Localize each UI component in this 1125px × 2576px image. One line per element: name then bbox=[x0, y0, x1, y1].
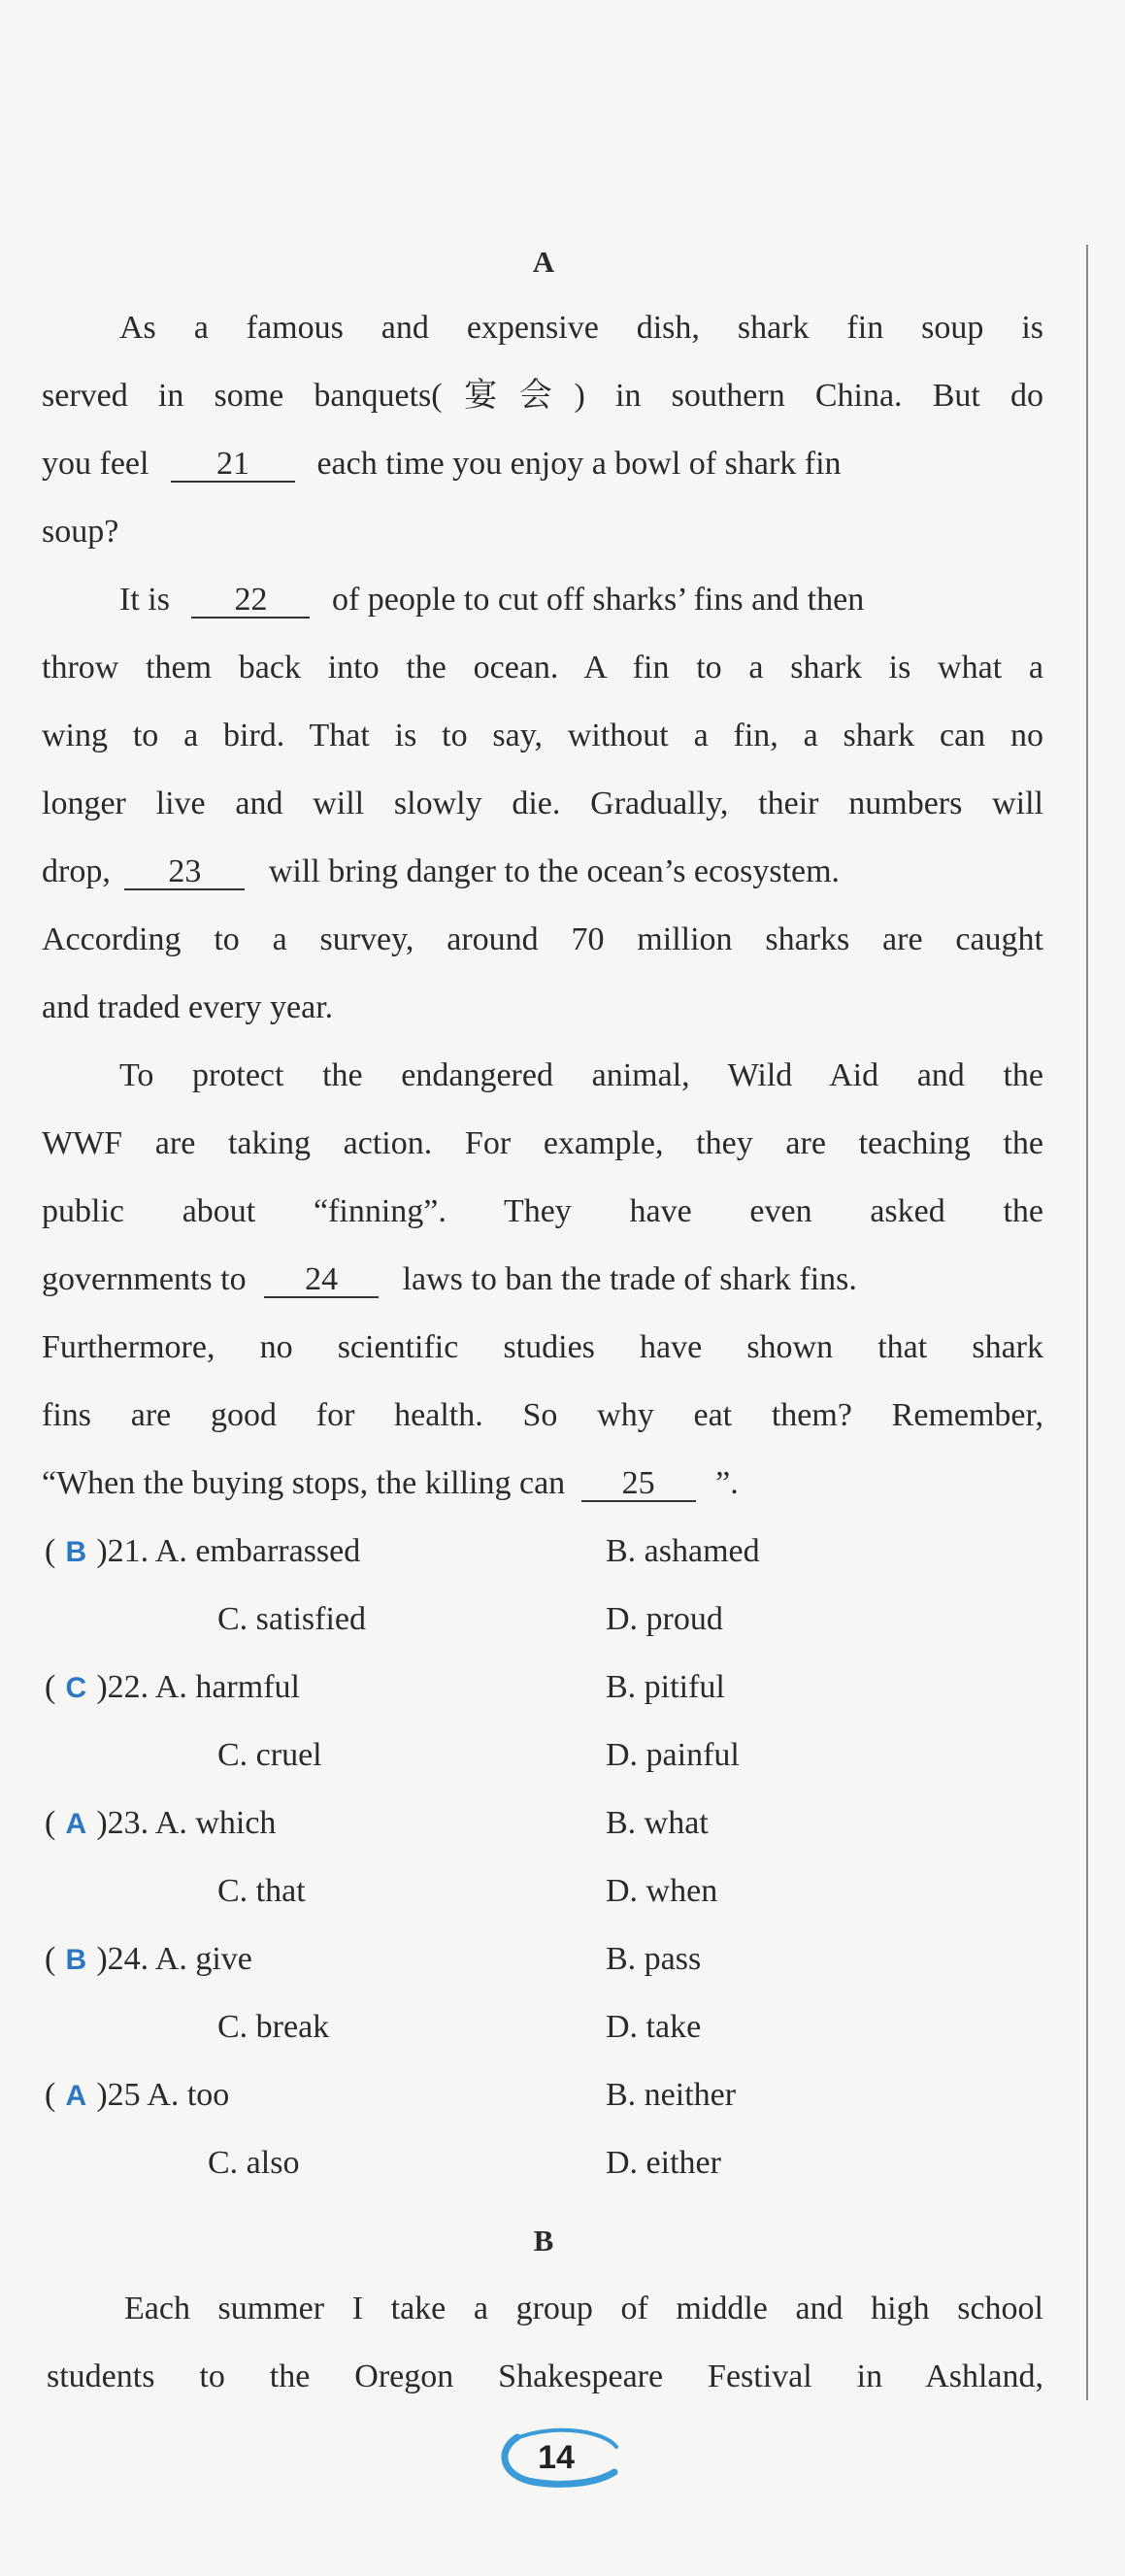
answer-21: B bbox=[65, 1536, 87, 1568]
passage-line: public about “finning”. They have even asked the bbox=[42, 1193, 1043, 1229]
option-b: B. what bbox=[606, 1805, 709, 1841]
text-before-blank: “When the buying stops, the killing can bbox=[42, 1465, 566, 1501]
section-a-title: A bbox=[532, 245, 555, 279]
passage-line: longer live and will slowly die. Gradually, their numbers will bbox=[42, 786, 1043, 821]
text-before-blank: drop, bbox=[42, 853, 111, 889]
question-25: ( A )25 A. too bbox=[45, 2076, 229, 2116]
passage-line-with-blank bbox=[42, 1260, 1043, 1299]
option-a: )23. A. which bbox=[96, 1805, 277, 1841]
text-after-blank: of people to cut off sharks’ fins and then bbox=[331, 582, 865, 618]
option-d: D. painful bbox=[606, 1737, 740, 1773]
margin-rule bbox=[1086, 245, 1088, 2400]
option-d: D. proud bbox=[606, 1601, 723, 1637]
passage-line: and traded every year. bbox=[42, 989, 334, 1025]
passage-line: According to a survey, around 70 million sharks are caught bbox=[42, 921, 1043, 957]
option-a: )22. A. harmful bbox=[96, 1669, 300, 1705]
answer-25: A bbox=[65, 2080, 87, 2112]
passage-line-with-blank bbox=[42, 445, 1043, 484]
passage-line-with-blank bbox=[42, 1464, 1043, 1503]
passage-line: served in some banquets(宴会) in southern China. But do bbox=[42, 378, 1043, 414]
option-d: D. either bbox=[606, 2145, 721, 2181]
option-b: B. pitiful bbox=[606, 1669, 725, 1705]
passage-line: As a famous and expensive dish, shark fin soup is bbox=[119, 310, 1043, 346]
passage-line-with-blank bbox=[119, 581, 1043, 619]
option-d: D. when bbox=[606, 1873, 718, 1909]
passage-line: soup? bbox=[42, 514, 119, 550]
option-c: C. satisfied bbox=[217, 1601, 366, 1637]
question-21: ( B )21. A. embarrassed bbox=[45, 1532, 360, 1572]
passage-line: fins are good for health. So why eat them? Remember, bbox=[42, 1397, 1043, 1433]
option-a: )21. A. embarrassed bbox=[96, 1533, 361, 1569]
blank-24: 24 bbox=[264, 1263, 379, 1298]
passage-line: students to the Oregon Shakespeare Festival in Ashland, bbox=[47, 2359, 1043, 2394]
option-c: C. that bbox=[217, 1873, 306, 1909]
passage-line: WWF are taking action. For example, they are teaching the bbox=[42, 1125, 1043, 1161]
blank-21: 21 bbox=[171, 448, 295, 483]
section-b-title: B bbox=[533, 2224, 554, 2258]
option-b: B. pass bbox=[606, 1941, 702, 1977]
blank-25: 25 bbox=[581, 1467, 696, 1502]
page-number-badge bbox=[490, 2425, 622, 2490]
option-c: C. break bbox=[217, 2009, 330, 2045]
passage-line: Furthermore, no scientific studies have shown that shark bbox=[42, 1329, 1043, 1365]
option-c: C. cruel bbox=[217, 1737, 322, 1773]
text-before-blank: you feel bbox=[42, 446, 149, 482]
text-after-blank: laws to ban the trade of shark fins. bbox=[402, 1261, 857, 1297]
question-24: ( B )24. A. give bbox=[45, 1940, 252, 1980]
page-number: 14 bbox=[538, 2439, 575, 2476]
passage-line-with-blank bbox=[42, 853, 1043, 891]
option-a: )24. A. give bbox=[96, 1941, 252, 1977]
text-before-blank: governments to bbox=[42, 1261, 247, 1297]
passage-line: To protect the endangered animal, Wild Aid and the bbox=[119, 1057, 1043, 1093]
passage-line: Each summer I take a group of middle and high school bbox=[124, 2291, 1043, 2326]
question-22: ( C )22. A. harmful bbox=[45, 1668, 300, 1708]
text-after-blank: will bring danger to the ocean’s ecosystem. bbox=[268, 853, 841, 889]
text-before-blank: It is bbox=[119, 582, 170, 618]
option-b: B. neither bbox=[606, 2077, 737, 2113]
blank-22: 22 bbox=[191, 584, 310, 619]
text-after-blank: each time you enjoy a bowl of shark fin bbox=[316, 446, 842, 482]
option-c: C. also bbox=[208, 2145, 300, 2181]
text-after-blank: ”. bbox=[715, 1465, 739, 1501]
option-a: )25 A. too bbox=[96, 2077, 230, 2113]
answer-24: B bbox=[65, 1944, 87, 1976]
question-23: ( A )23. A. which bbox=[45, 1804, 276, 1844]
answer-22: C bbox=[65, 1672, 87, 1704]
answer-23: A bbox=[65, 1808, 87, 1840]
passage-line: wing to a bird. That is to say, without a fin, a shark can no bbox=[42, 718, 1043, 753]
blank-23: 23 bbox=[124, 855, 245, 890]
option-d: D. take bbox=[606, 2009, 702, 2045]
passage-line: throw them back into the ocean. A fin to a shark is what a bbox=[42, 650, 1043, 686]
option-b: B. ashamed bbox=[606, 1533, 760, 1569]
